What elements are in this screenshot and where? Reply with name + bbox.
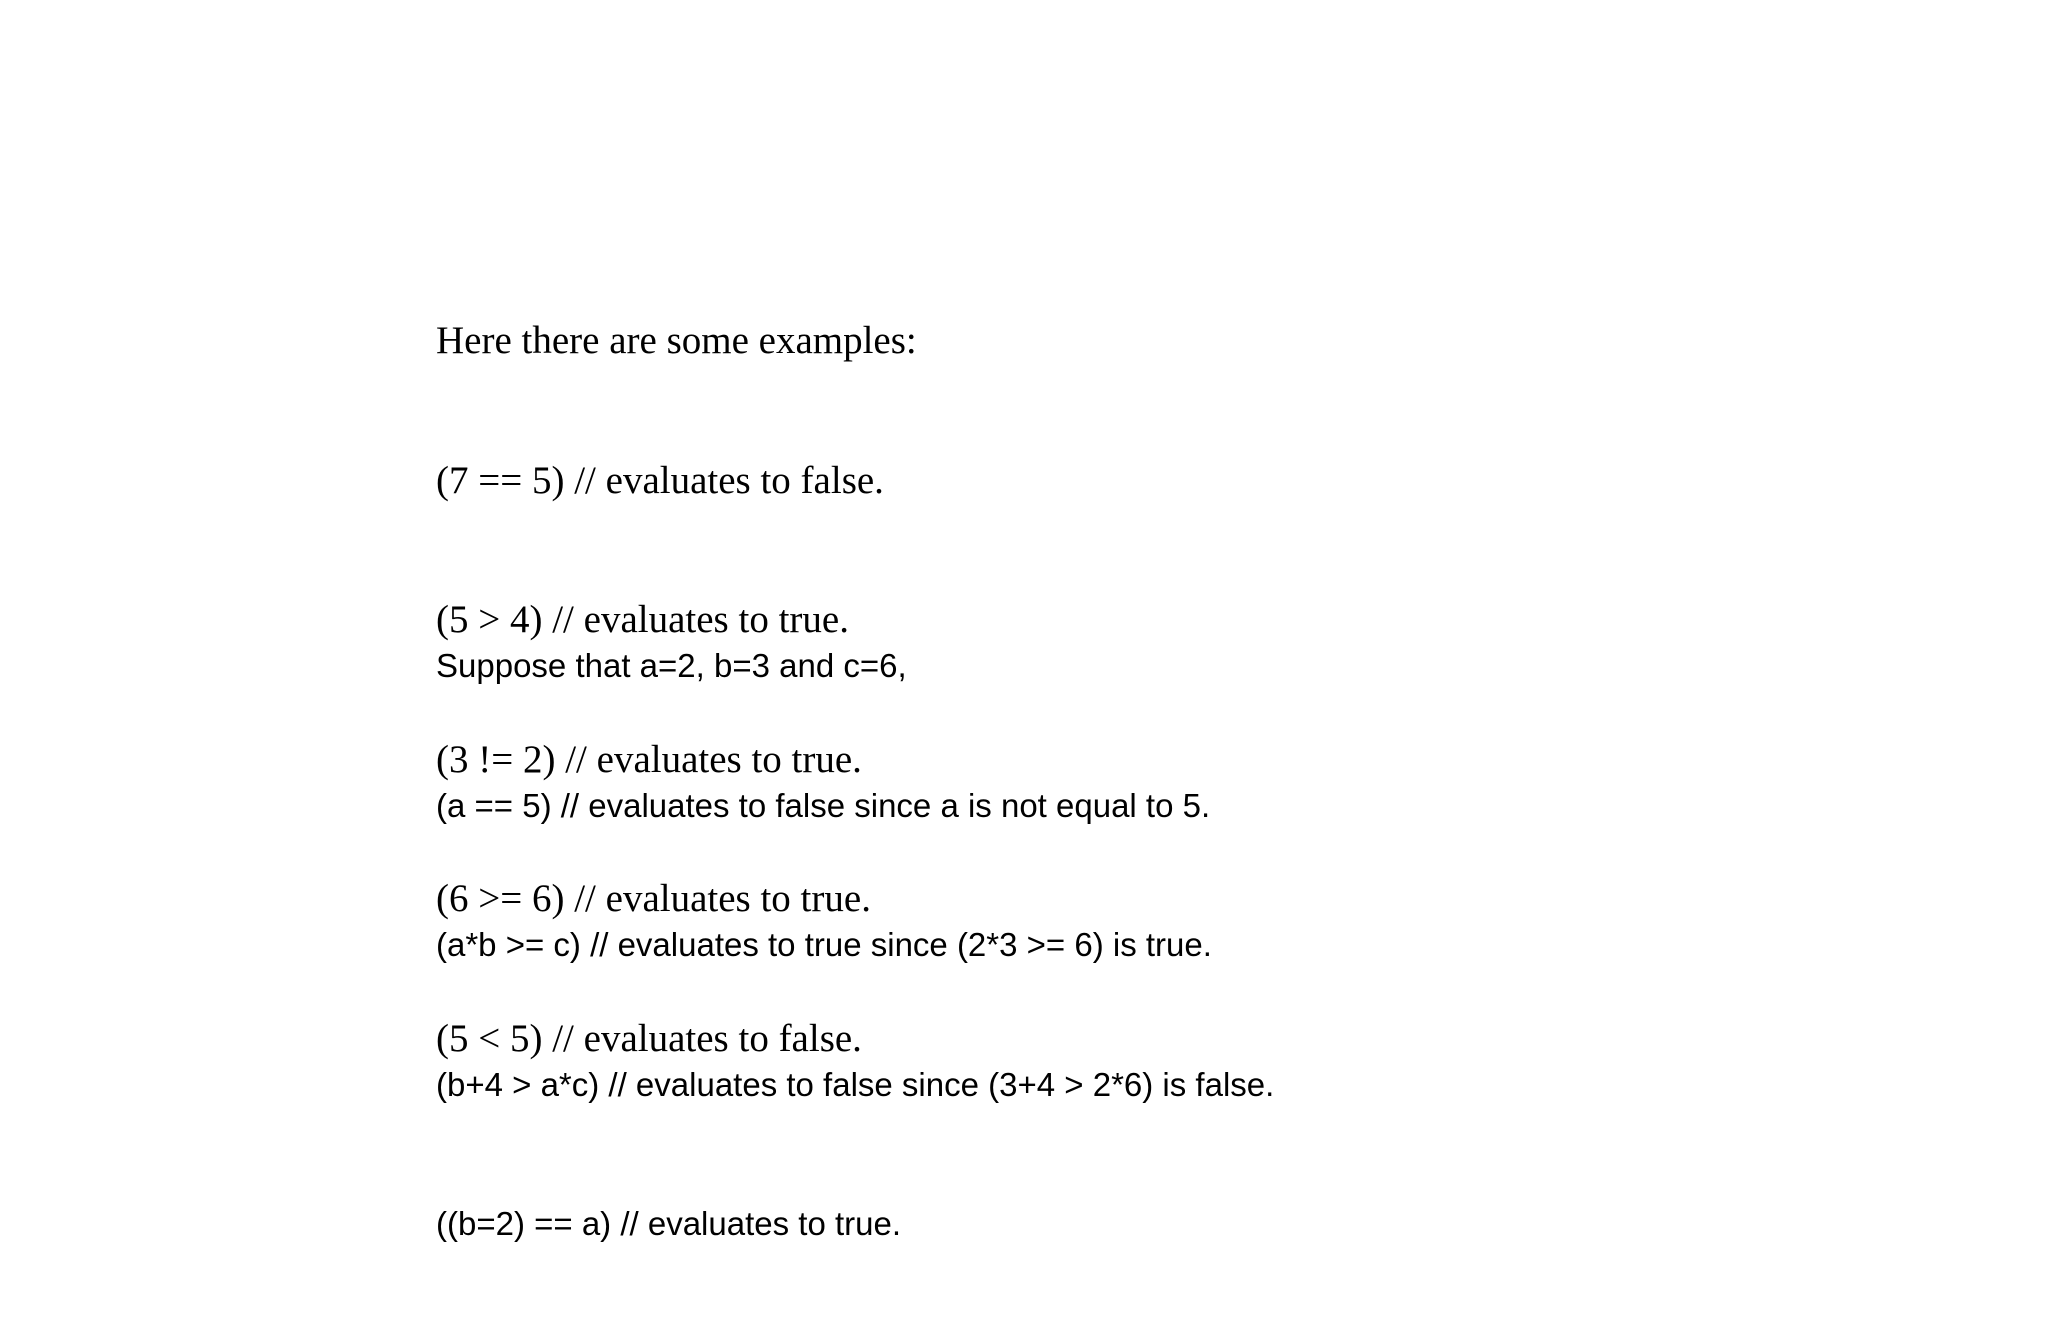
examples-heading: Here there are some examples: [436,319,917,362]
variable-line-2: (a*b >= c) // evaluates to true since (2*3 >= 6) is true. [436,926,1212,963]
variable-line-1: (a == 5) // evaluates to false since a is not equal to 5. [436,786,1211,824]
variable-line-3: (b+4 > a*c) // evaluates to false since (3+4 > 2*6) is false. [436,1065,1275,1103]
example-line-4: (6 >= 6) // evaluates to true. [436,877,871,920]
variables-block [436,550,1274,1341]
example-line-5: (5 < 5) // evaluates to false. [436,1016,862,1060]
example-line-3: (3 != 2) // evaluates to true. [436,737,862,781]
example-line-2: (5 > 4) // evaluates to true. [436,598,849,641]
variables-heading: Suppose that a=2, b=3 and c=6, [436,647,907,684]
variable-line-4: ((b=2) == a) // evaluates to true. [436,1205,901,1242]
example-line-1: (7 == 5) // evaluates to false. [436,458,884,502]
